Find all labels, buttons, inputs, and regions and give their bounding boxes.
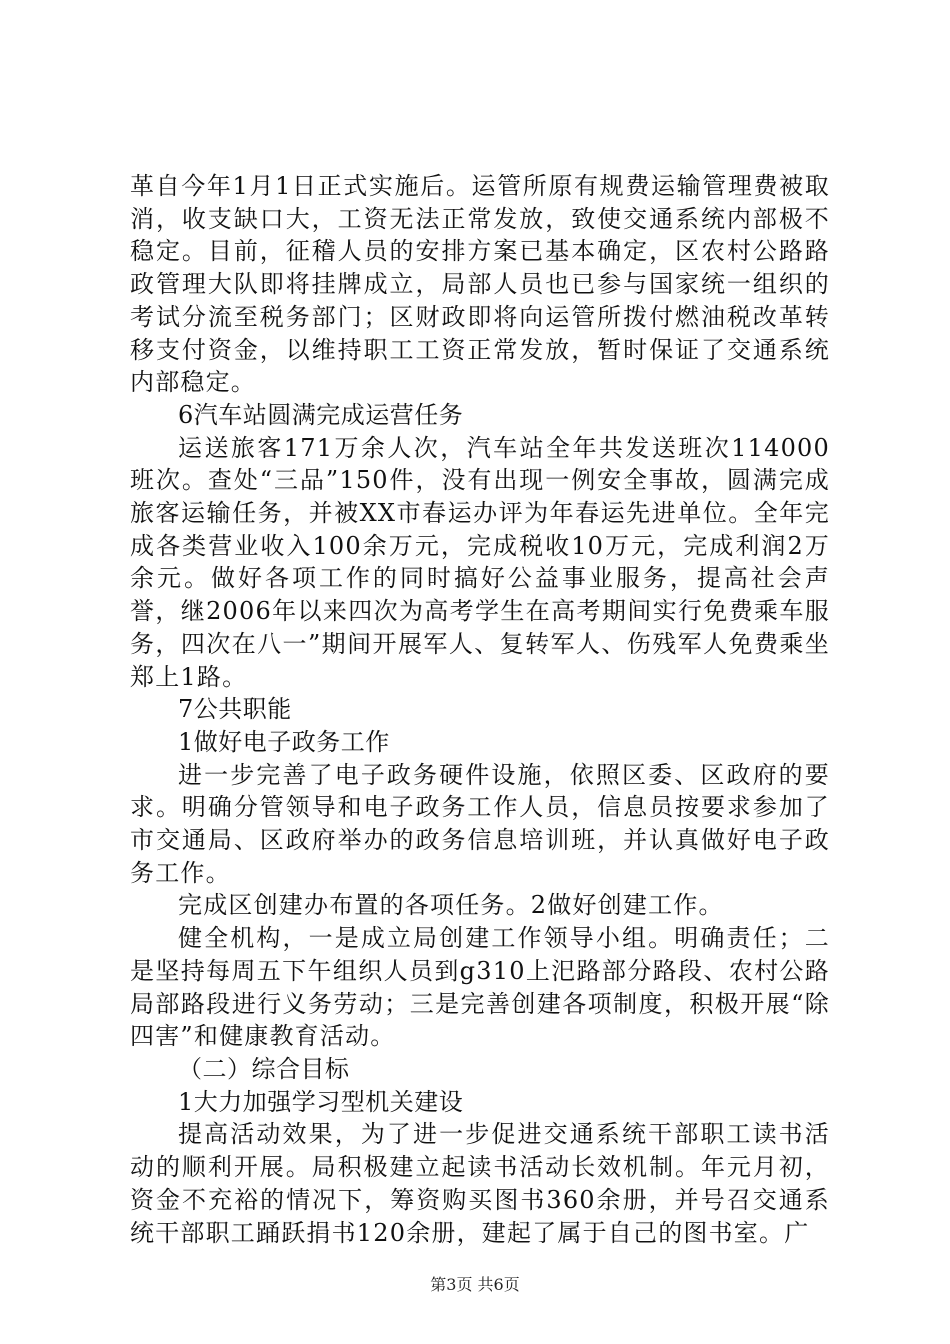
paragraph-transport-stability: 革自今年1月1日正式实施后。运管所原有规费运输管理费被取消，收支缺口大，工资无法正常发放，致使交通系统内部极不稳定。目前，征稽人员的安排方案已基本确定，区农村公路路政管理大队即将挂牌成立，局部人员也已参与国家统一组织的考试分流至税务部门；区财政即将向运管所拨付燃油税改革转移支付资金，以维持职工工资正常发放，暂时保证了交通系统内部稳定。 (130, 172, 830, 397)
heading-public-functions: 7公共职能 (178, 695, 292, 724)
paragraph-creation-tasks: 完成区创建办布置的各项任务。2做好创建工作。 (178, 891, 724, 920)
paragraph-e-government: 进一步完善了电子政务硬件设施，依照区委、区政府的要求。明确分管领导和电子政务工作人员，信息员按要求参加了市交通局、区政府举办的政务信息培训班，并认真做好电子政务工作。 (130, 760, 830, 887)
heading-learning-organization: 1大力加强学习型机关建设 (178, 1087, 464, 1116)
heading-comprehensive-goals: （二）综合目标 (178, 1054, 350, 1083)
heading-bus-station: 6汽车站圆满完成运营任务 (178, 400, 464, 429)
paragraph-reading-activities: 提高活动效果，为了进一步促进交通系统干部职工读书活动的顺利开展。局积极建立起读书活动长效机制。年元月初，资金不充裕的情况下，筹资购买图书360余册，并号召交通系统干部职工踊跃捐书120余册，建起了属于自己的图书室。广 (130, 1120, 830, 1247)
heading-e-government: 1做好电子政务工作 (178, 727, 390, 756)
page-number-footer: 第3页 共6页 (430, 1275, 520, 1294)
paragraph-bus-station: 运送旅客171万余人次，汽车站全年共发送班次114000班次。查处“三品”150件，没有出现一例安全事故，圆满完成旅客运输任务，并被XX市春运办评为年春运先进单位。全年完成各类营业收入100余万元，完成税收10万元，完成利润2万余元。做好各项工作的同时搞好公益事业服务，提高社会声誉，继2006年以来四次为高考学生在高考期间实行免费乘车服务，四次在八一”期间开展军人、复转军人、伤残军人免费乘坐郑上1路。 (130, 433, 830, 691)
document-body (130, 170, 830, 1249)
paragraph-institution-building: 健全机构，一是成立局创建工作领导小组。明确责任；二是坚持每周五下午组织人员到g310上汜路部分路段、农村公路局部路段进行义务劳动；三是完善创建各项制度，积极开展“除四害”和健康教育活动。 (130, 924, 830, 1051)
